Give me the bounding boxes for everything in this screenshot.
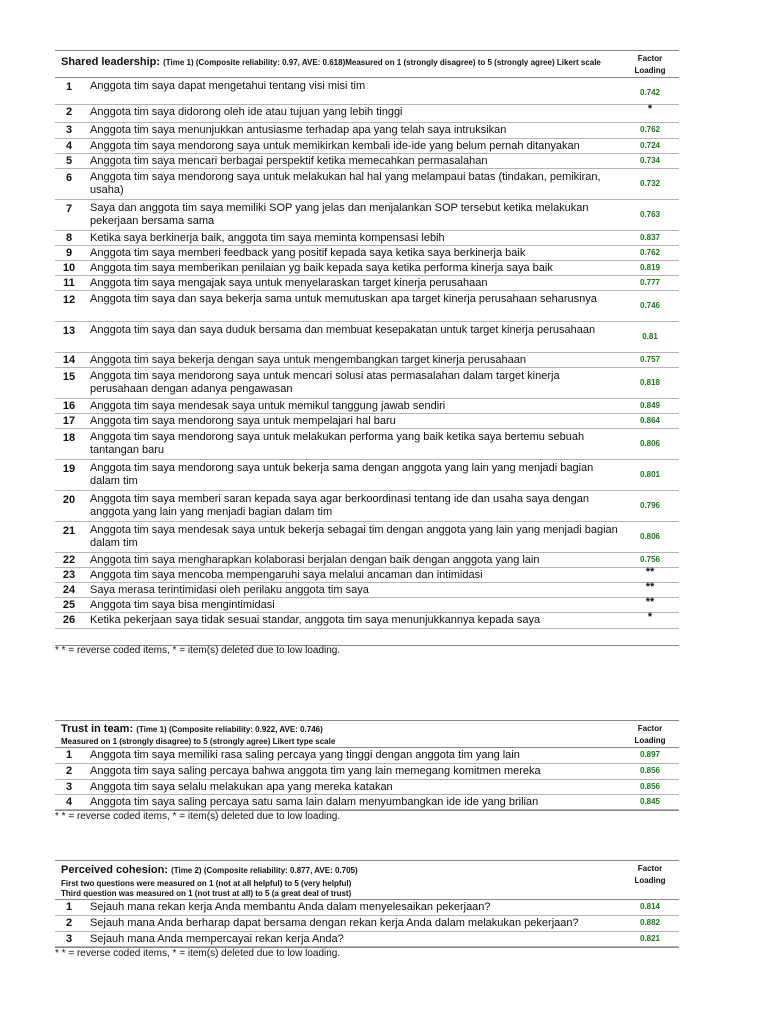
item-text: Anggota tim saya mencoba mempengaruhi saya melalui ancaman dan intimidasi — [90, 569, 483, 581]
footnote: * * = reverse coded items, * = item(s) deleted due to low loading. — [55, 948, 341, 959]
table-title: Trust in team: (Time 1) (Composite reliability: 0.922, AVE: 0.746) — [61, 723, 323, 735]
factor-loading-value: 0.897 — [639, 750, 661, 759]
item-number: 24 — [62, 584, 76, 596]
scale-note: Measured on 1 (strongly disagree) to 5 (strongly agree) Likert type scale — [61, 737, 336, 746]
table-header — [55, 860, 679, 900]
factor-loading-header: Factor Loading — [634, 864, 666, 885]
factor-loading-value: * — [647, 103, 653, 115]
table-row — [55, 78, 679, 105]
factor-loading-value: 0.806 — [639, 532, 661, 541]
item-text: Anggota tim saya memiliki rasa saling percaya yang tinggi dengan anggota tim yang lain — [90, 749, 520, 761]
factor-loading-value: 0.762 — [639, 125, 661, 134]
item-text: Anggota tim saya mengharapkan kolaborasi berjalan dengan baik dengan anggota yang lain — [90, 554, 540, 566]
table-row — [55, 916, 679, 932]
table-title: Shared leadership: (Time 1) (Composite reliability: 0.97, AVE: 0.618)Measured on 1 (strongly disagree) to 5 (strongly agree) Likert scale — [61, 56, 601, 68]
item-number: 22 — [62, 554, 76, 566]
item-text: Saya merasa terintimidasi oleh perilaku anggota tim saya — [90, 584, 369, 596]
item-number: 19 — [62, 463, 76, 475]
table-row — [55, 748, 679, 764]
item-text: Sejauh mana rekan kerja Anda membantu Anda dalam menyelesaikan pekerjaan? — [90, 901, 491, 913]
table-row — [55, 353, 679, 368]
table-row — [55, 414, 679, 429]
item-number: 25 — [62, 599, 76, 611]
factor-loading-value: ** — [645, 566, 655, 578]
factor-loading-value: 0.818 — [639, 378, 661, 387]
item-number: 4 — [65, 796, 73, 808]
item-text: Anggota tim saya saling percaya satu sama lain dalam menyumbangkan ide ide yang brilian — [90, 796, 539, 808]
item-text: Sejauh mana Anda berharap dapat bersama dengan rekan kerja Anda dalam melakukan pekerjaan? — [90, 917, 579, 929]
table-row — [55, 613, 679, 629]
factor-loading-value: 0.796 — [639, 501, 661, 510]
table-row — [55, 399, 679, 414]
item-text: Saya dan anggota tim saya memiliki SOP yang jelas dan menjalankan SOP tersebut ketika melakukan pekerjaan bersama sama — [90, 202, 589, 227]
item-number: 3 — [65, 781, 73, 793]
item-number: 26 — [62, 614, 76, 626]
footnote: * * = reverse coded items, * = item(s) deleted due to low loading. — [55, 811, 341, 822]
item-number: 3 — [65, 933, 73, 945]
item-number: 6 — [65, 172, 73, 184]
item-number: 11 — [63, 277, 75, 289]
item-number: 7 — [65, 203, 73, 215]
factor-loading-value: 0.777 — [639, 278, 661, 287]
scale-note-2: Third question was measured on 1 (not trust at all) to 5 (a great deal of trust) — [61, 889, 352, 898]
table-row — [55, 764, 679, 780]
item-number: 17 — [62, 415, 76, 427]
item-number: 2 — [65, 765, 73, 777]
factor-loading-value: 0.814 — [639, 902, 661, 911]
table-row — [55, 200, 679, 231]
item-text: Anggota tim saya mendorong saya untuk mempelajari hal baru — [90, 415, 396, 427]
factor-loading-value: 0.849 — [639, 401, 661, 410]
factor-loading-value: ** — [645, 581, 655, 593]
item-text: Anggota tim saya saling percaya bahwa anggota tim yang lain memegang komitmen mereka — [90, 765, 541, 777]
factor-loading-value: 0.801 — [639, 470, 661, 479]
table-row — [55, 291, 679, 322]
item-text: Anggota tim saya mendorong saya untuk melakukan hal hal yang melampaui batas (tindakan, pemikiran, usaha) — [90, 171, 601, 196]
factor-loading-value: 0.724 — [639, 141, 661, 150]
item-number: 14 — [62, 354, 76, 366]
table-row — [55, 322, 679, 353]
item-number: 2 — [65, 106, 73, 118]
item-text: Anggota tim saya selalu melakukan apa yang mereka katakan — [90, 781, 393, 793]
item-number: 1 — [65, 749, 73, 761]
table-row — [55, 598, 679, 613]
item-number: 16 — [62, 400, 76, 412]
item-number: 18 — [62, 432, 76, 444]
table-row — [55, 553, 679, 568]
table-row — [55, 368, 679, 399]
table-row — [55, 105, 679, 123]
item-text: Sejauh mana Anda mempercayai rekan kerja Anda? — [90, 933, 344, 945]
item-number: 9 — [65, 247, 73, 259]
factor-loading-value: 0.821 — [639, 934, 661, 943]
item-number: 2 — [65, 917, 73, 929]
table-row — [55, 932, 679, 947]
item-number: 1 — [65, 81, 73, 93]
table-row — [55, 154, 679, 169]
factor-loading-value: 0.856 — [639, 766, 661, 775]
factor-loading-value: * — [647, 611, 653, 623]
table-row — [55, 139, 679, 154]
item-text: Anggota tim saya didorong oleh ide atau tujuan yang lebih tinggi — [90, 106, 403, 118]
footnote: * * = reverse coded items, * = item(s) deleted due to low loading. — [55, 645, 341, 656]
table-row — [55, 583, 679, 598]
table-row — [55, 169, 679, 200]
table-row — [55, 460, 679, 491]
item-text: Anggota tim saya bisa mengintimidasi — [90, 599, 275, 611]
item-text: Anggota tim saya memberikan penilaian yg baik kepada saya ketika performa kinerja saya baik — [90, 262, 553, 274]
table-header — [55, 720, 679, 748]
item-text: Anggota tim saya dapat mengetahui tentang visi misi tim — [90, 80, 366, 92]
shared-leadership-table — [55, 50, 679, 645]
trust-in-team-table — [55, 720, 679, 810]
scale-note-1: First two questions were measured on 1 (not at all helpful) to 5 (very helpful) — [61, 879, 352, 888]
item-number: 10 — [62, 262, 76, 274]
factor-loading-value: 0.864 — [639, 416, 661, 425]
item-text: Anggota tim saya mendorong saya untuk mencari solusi atas permasalahan dalam target kinerja perusahaan dengan adanya pengawasan — [90, 370, 560, 395]
table-row — [55, 261, 679, 276]
factor-loading-value: 0.756 — [639, 555, 661, 564]
factor-loading-value: ** — [645, 596, 655, 608]
item-text: Anggota tim saya mendorong saya untuk bekerja sama dengan anggota yang lain yang menjadi bagian dalam tim — [90, 462, 594, 487]
table-row — [55, 429, 679, 460]
item-text: Ketika pekerjaan saya tidak sesuai standar, anggota tim saya menunjukkannya kepada saya — [90, 614, 541, 626]
item-number: 12 — [62, 294, 76, 306]
item-text: Anggota tim saya dan saya duduk bersama dan membuat kesepakatan untuk target kinerja perusahaan — [90, 324, 596, 336]
factor-loading-value: 0.845 — [639, 797, 661, 806]
table-row — [55, 522, 679, 553]
item-text: Anggota tim saya menunjukkan antusiasme terhadap apa yang telah saya intruksikan — [90, 124, 507, 136]
item-number: 4 — [65, 140, 73, 152]
item-text: Anggota tim saya mendorong saya untuk melakukan performa yang baik ketika saya bertemu sebuah tantangan baru — [90, 431, 585, 456]
item-text: Anggota tim saya mendesak saya untuk memikul tanggung jawab sendiri — [90, 400, 446, 412]
table-row — [55, 123, 679, 139]
item-number: 21 — [62, 525, 76, 537]
factor-loading-value: 0.734 — [639, 156, 661, 165]
factor-loading-value: 0.746 — [639, 301, 661, 310]
table-row — [55, 780, 679, 795]
factor-loading-value: 0.757 — [639, 355, 661, 364]
item-text: Anggota tim saya mendesak saya untuk bekerja sebagai tim dengan anggota yang lain yang menjadi bagian dalam tim — [90, 524, 618, 549]
factor-loading-value: 0.763 — [639, 210, 661, 219]
item-text: Anggota tim saya memberi feedback yang positif kepada saya ketika saya berkinerja baik — [90, 247, 526, 259]
factor-loading-value: 0.81 — [642, 332, 658, 341]
item-number: 23 — [62, 569, 76, 581]
item-number: 3 — [65, 124, 73, 136]
item-text: Anggota tim saya memberi saran kepada saya agar berkoordinasi tentang ide dan usaha saya dengan anggota yang lain yang menjadi bagian dalam tim — [90, 493, 589, 518]
item-number: 13 — [62, 325, 76, 337]
item-text: Anggota tim saya mencari berbagai perspektif ketika memecahkan permasalahan — [90, 155, 488, 167]
factor-loading-value: 0.806 — [639, 439, 661, 448]
table-row — [55, 795, 679, 810]
table-row — [55, 276, 679, 291]
factor-loading-value: 0.742 — [639, 88, 661, 97]
table-row — [55, 568, 679, 583]
factor-loading-header: Factor Loading — [634, 724, 666, 745]
table-row — [55, 491, 679, 522]
perceived-cohesion-table — [55, 860, 679, 950]
table-row — [55, 900, 679, 916]
table-row — [55, 231, 679, 246]
factor-loading-value: 0.762 — [639, 248, 661, 257]
item-text: Anggota tim saya dan saya bekerja sama untuk memutuskan apa target kinerja perusahaan seharusnya — [90, 293, 597, 305]
item-text: Anggota tim saya bekerja dengan saya untuk mengembangkan target kinerja perusahaan — [90, 354, 527, 366]
factor-loading-value: 0.856 — [639, 782, 661, 791]
factor-loading-value: 0.819 — [639, 263, 661, 272]
factor-loading-value: 0.882 — [639, 918, 661, 927]
factor-loading-header: Factor Loading — [634, 54, 666, 75]
item-number: 20 — [62, 494, 76, 506]
item-number: 15 — [62, 371, 76, 383]
item-text: Anggota tim saya mendorong saya untuk memikirkan kembali ide-ide yang belum pernah ditanyakan — [90, 140, 580, 152]
item-number: 8 — [65, 232, 73, 244]
item-number: 5 — [65, 155, 73, 167]
item-number: 1 — [65, 901, 73, 913]
factor-loading-value: 0.837 — [639, 233, 661, 242]
item-text: Ketika saya berkinerja baik, anggota tim saya meminta kompensasi lebih — [90, 232, 445, 244]
table-row — [55, 246, 679, 261]
table-title: Perceived cohesion: (Time 2) (Composite reliability: 0.877, AVE: 0.705) — [61, 864, 358, 876]
table-header — [55, 50, 679, 78]
factor-loading-value: 0.732 — [639, 179, 661, 188]
item-text: Anggota tim saya mengajak saya untuk menyelaraskan target kinerja perusahaan — [90, 277, 488, 289]
